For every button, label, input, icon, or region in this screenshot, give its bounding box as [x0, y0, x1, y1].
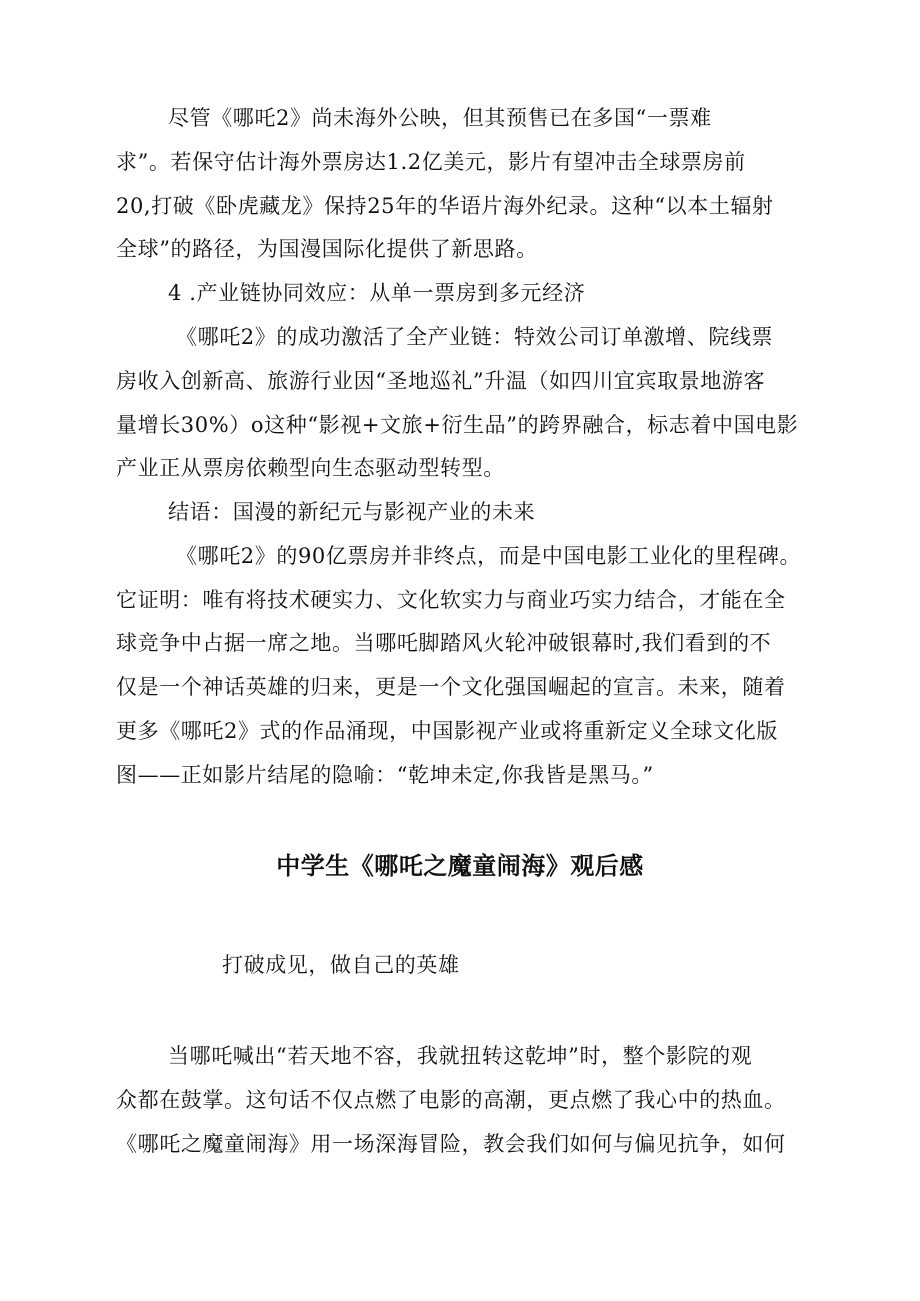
paragraph-line: 产业正从票房依赖型向生态驱动型转型。: [116, 456, 505, 480]
paragraph-line: 仅是一个神话英雄的归来，更是一个文化强国崛起的宣言。未来，随着: [116, 675, 786, 699]
paragraph-line: 《哪吒之魔童闹海》用一场深海冒险，教会我们如何与偏见抗争，如何: [116, 1132, 786, 1156]
paragraph-line: 球竞争中占据一席之地。当哪吒脚踏风火轮冲破银幕时,我们看到的不: [116, 631, 772, 655]
paragraph-line: 它证明：唯有将技术硬实力、文化软实力与商业巧实力结合，才能在全: [116, 588, 786, 612]
paragraph-line: 更多《哪吒2》式的作品涌现，中国影视产业或将重新定义全球文化版: [116, 719, 778, 743]
paragraph-line: 图——正如影片结尾的隐喻：“乾坤未定,你我皆是黑马。”: [116, 763, 654, 787]
paragraph-line: 《哪吒2》的90亿票房并非终点，而是中国电影工业化的里程碑。: [176, 544, 802, 568]
paragraph-line: 全球”的路径，为国漫国际化提供了新思路。: [116, 237, 538, 261]
paragraph-line: 20,打破《卧虎藏龙》保持25年的华语片海外纪录。这种“以本土辐射: [116, 194, 774, 218]
paragraph-line: 求”。若保守估计海外票房达1.2亿美元，影片有望冲击全球票房前: [116, 150, 746, 174]
paragraph-line: 《哪吒2》的成功激活了全产业链：特效公司订单激增、院线票: [176, 325, 774, 349]
paragraph-line: 房收入创新高、旅游行业因“圣地巡礼”升温（如四川宜宾取景地游客: [116, 369, 766, 393]
section-heading: 4 .产业链协同效应：从单一票房到多元经济: [168, 281, 586, 305]
paragraph-line: 当哪吒喊出“若天地不容，我就扭转这乾坤”时，整个影院的观: [168, 1044, 753, 1068]
paragraph-line: 众都在鼓掌。这句话不仅点燃了电影的高潮，更点燃了我心中的热血。: [116, 1088, 786, 1112]
essay-subtitle: 打破成见，做自己的英雄: [222, 953, 460, 977]
section-heading: 结语：国漫的新纪元与影视产业的未来: [168, 500, 536, 524]
essay-title: 中学生《哪吒之魔童闹海》观后感: [276, 852, 644, 880]
paragraph-line: 量增长30%）o这种“影视+文旅+衍生品”的跨界融合，标志着中国电影: [116, 413, 799, 437]
paragraph-line: 尽管《哪吒2》尚未海外公映，但其预售已在多国“一票难: [168, 106, 712, 130]
